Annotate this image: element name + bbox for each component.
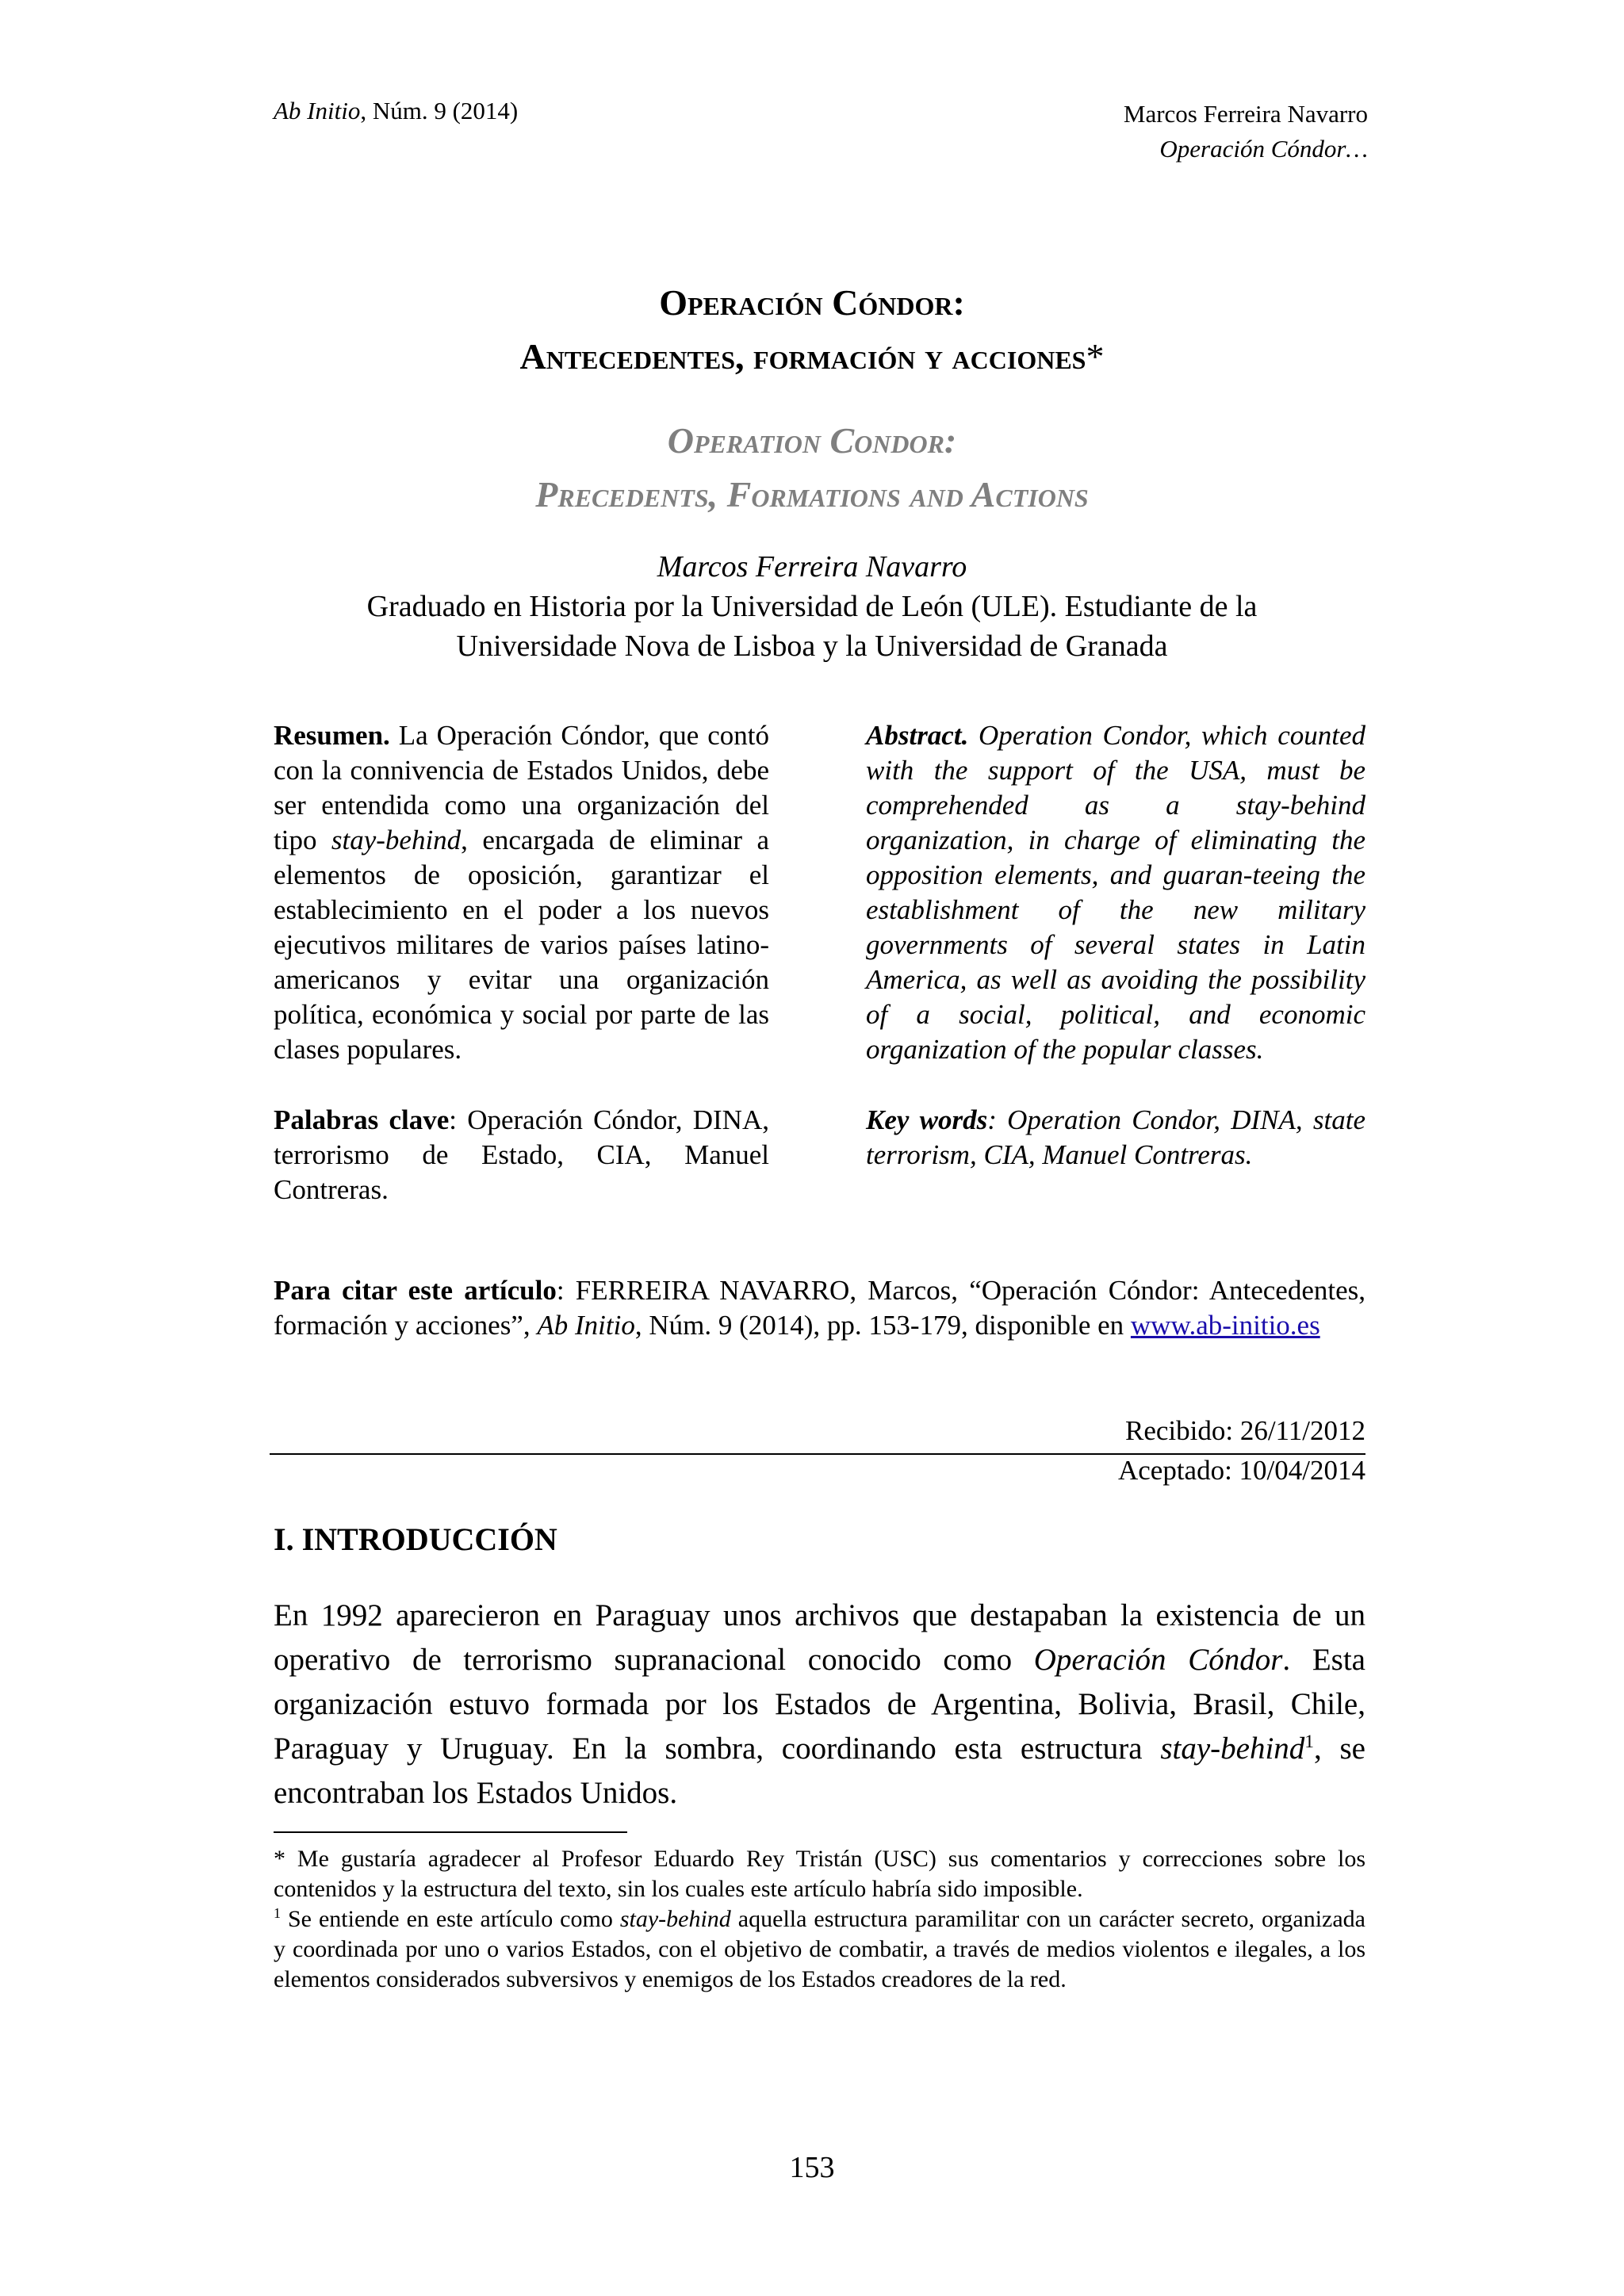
title-spanish-line2-wrap	[0, 330, 1624, 384]
footnote-1	[274, 1904, 1365, 1995]
header-author: Marcos Ferreira Navarro	[1123, 100, 1368, 128]
footnote-1-mark: 1	[274, 1905, 281, 1921]
footnote-1-text-cont: aquella estructura paramilitar con un carácter secreto, organizada y coordinada por uno o varios Estados, con el objetivo de combatir, a través de medios violentos e ilegales, a los elementos considerados subversivos y enemigos de los Estados creadores de la red.	[274, 1906, 1365, 1992]
resumen-text: La Operación Cóndor, que contó con la connivencia de Estados Unidos, debe ser entendida como una organización del tipo	[274, 720, 769, 855]
author-name: Marcos Ferreira Navarro	[657, 550, 967, 584]
intro-paragraph	[274, 1594, 1365, 1816]
footnote-1-term: stay-behind	[619, 1906, 731, 1932]
key-words-paragraph	[866, 1103, 1365, 1173]
resumen-term: stay-behind	[331, 825, 462, 855]
resumen-column	[274, 718, 769, 1243]
intro-text-cont: . Esta organización estuvo formada por los Estados de Argentina, Bolivia, Brasil, Chile, Paraguay y Uruguay. En la sombra, coordinando esta estructura	[274, 1643, 1365, 1766]
citation-block	[274, 1273, 1365, 1343]
citation-label: Para citar este artículo	[274, 1275, 557, 1306]
citation-text-cont: , Núm. 9 (2014), pp. 153-179, disponible en	[634, 1310, 1131, 1341]
citation-link[interactable]: www.ab-initio.es	[1130, 1310, 1320, 1341]
abstract-label: Abstract.	[866, 720, 969, 751]
running-header-right	[1124, 97, 1368, 166]
footnote-star	[274, 1844, 1365, 1904]
issue-info: , Núm. 9 (2014)	[360, 97, 519, 124]
author-affiliation-line1: Graduado en Historia por la Universidad de León (ULE). Estudiante de la	[366, 590, 1258, 623]
palabras-clave-text: : Operación Cóndor, DINA, terrorismo de Estado, CIA, Manuel Contreras.	[274, 1104, 769, 1205]
author-affiliation-line2: Universidade Nova de Lisboa y la Universidad de Granada	[456, 629, 1168, 663]
citation-text: : FERREIRA NAVARRO, Marcos, “Operación Cóndor: Antecedentes, formación y acciones”,	[274, 1275, 1365, 1341]
footnote-1-text: Se entiende en este artículo como	[281, 1906, 620, 1932]
dates-block	[1118, 1411, 1365, 1490]
citation-journal: Ab Initio	[537, 1310, 635, 1341]
resumen-text-cont: , encargada de eliminar a elementos de oposición, garantizar el establecimiento en el poder a los nuevos ejecutivos militares de varios países latino-americanos y evitar una organización política, económica y social por parte de las clases populares.	[274, 825, 769, 1065]
received-date: Recibido: 26/11/2012	[1125, 1415, 1365, 1446]
intro-text-end: , se encontraban los Estados Unidos.	[274, 1732, 1365, 1810]
resumen-paragraph	[274, 718, 769, 1067]
footnote-star-mark: *	[274, 1846, 285, 1872]
header-short-title: Operación Cóndor…	[1159, 135, 1368, 163]
running-header-left	[274, 97, 518, 125]
abstract-paragraph	[866, 718, 1365, 1067]
journal-name: Ab Initio	[274, 97, 361, 124]
section-heading: I. INTRODUCCIÓN	[274, 1521, 557, 1557]
title-spanish-line1: Operación Cóndor:	[659, 282, 965, 323]
intro-term2: stay-behind	[1160, 1732, 1305, 1766]
footnotes	[274, 1844, 1365, 1995]
title-english-line2: Precedents, Formations and Actions	[535, 474, 1089, 515]
accepted-date: Aceptado: 10/04/2014	[1117, 1455, 1365, 1486]
date-divider	[270, 1453, 1365, 1455]
page-number: 153	[789, 2151, 835, 2184]
title-footnote-mark: *	[1086, 336, 1105, 377]
abstract-column	[866, 718, 1365, 1208]
title-spanish	[0, 276, 1624, 384]
title-english-line1: Operation Condor:	[667, 420, 957, 461]
title-english	[0, 414, 1624, 522]
intro-term: Operación Cóndor	[1033, 1643, 1283, 1677]
footnote-star-text: Me gustaría agradecer al Profesor Eduardo Rey Tristán (USC) sus comentarios y correcciones sobre los contenidos y la estructura del texto, sin los cuales este artículo habría sido imposible.	[274, 1846, 1365, 1902]
palabras-clave-paragraph	[274, 1103, 769, 1207]
key-words-text: : Operation Condor, DINA, state terrorism, CIA, Manuel Contreras.	[866, 1104, 1366, 1170]
palabras-clave-label: Palabras clave	[274, 1104, 450, 1135]
footnote-divider	[274, 1831, 627, 1833]
abstract-text: Operation Condor, which counted with the support of the USA, must be comprehended as a stay-behind organization, in charge of eliminating the opposition elements, and guaran-teeing the establishment of the new military governments of several states in Latin America, as well as avoiding the possibility of a social, political, and economic organization of the popular classes.	[866, 720, 1365, 1065]
footnote-ref-1[interactable]: 1	[1304, 1732, 1314, 1752]
title-spanish-line2: Antecedentes, formación y acciones	[519, 336, 1086, 377]
key-words-label: Key words	[866, 1104, 988, 1135]
intro-text: En 1992 aparecieron en Paraguay unos archivos que destapaban la existencia de un operativo de terrorismo supranacional conocido como	[274, 1598, 1365, 1677]
resumen-label: Resumen.	[274, 720, 390, 751]
author-block	[0, 547, 1624, 666]
